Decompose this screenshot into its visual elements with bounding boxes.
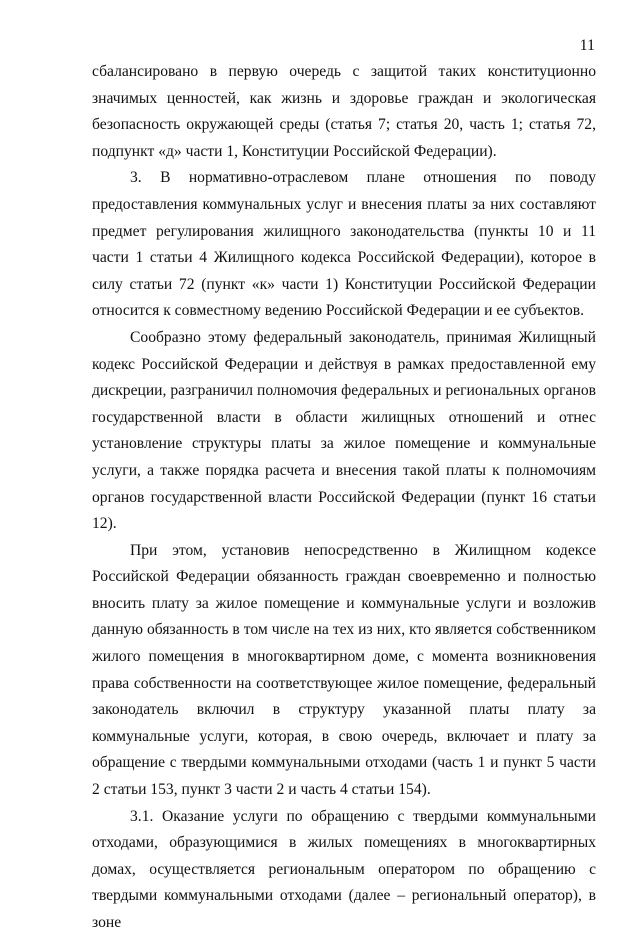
- paragraph-federal-legislator: Сообразно этому федеральный законодатель, принимая Жилищный кодекс Российской Федерации и действуя в рамках предоставленной ему дискреции, разграничил полномочия федеральных и региональных органов государственной власти в области жилищных отношений и отнес установление структуры платы за жилое помещение и коммунальные услуги, а также порядка расчета и внесения такой платы к полномочиям органов государственной власти Российской Федерации (пункт 16 статьи 12).: [92, 328, 596, 533]
- paragraph-section-3-1: 3.1. Оказание услуги по обращению с твердыми коммунальными отходами, образующимися в жилых помещениях в многоквартирных домах, осуществляется региональным оператором по обращению с твердыми коммунальными отходами (далее – региональный оператор), в зоне: [92, 807, 596, 931]
- page-number: 11: [579, 37, 595, 54]
- paragraph-continuation: сбалансировано в первую очередь с защитой таких конституционно значимых ценностей, как жизнь и здоровье граждан и экологическая безопасность окружающей среды (статья 7; статья 20, часть 1; статья 72, подпункт «д» части 1, Конституции Российской Федерации).: [92, 63, 596, 160]
- document-body: [92, 59, 596, 937]
- paragraph-housing-code: При этом, установив непосредственно в Жилищном кодексе Российской Федерации обязанность граждан своевременно и полностью вносить плату за жилое помещение и коммунальные услуги и возложив данную обязанность в том числе на тех из них, кто является собственником жилого помещения в многоквартирном доме, с момента возникновения права собственности на соответствующее жилое помещение, федеральный законодатель включил в структуру указанной платы плату за коммунальные услуги, которая, в свою очередь, включает и плату за обращение с твердыми коммунальными отходами (часть 1 и пункт 5 части 2 статьи 153, пункт 3 части 2 и часть 4 статьи 154).: [92, 541, 596, 799]
- paragraph-section-3: 3. В нормативно-отраслевом плане отношения по поводу предоставления коммунальных услуг и внесения платы за них составляют предмет регулирования жилищного законодательства (пункты 10 и 11 части 1 статьи 4 Жилищного кодекса Российской Федерации), которое в силу статьи 72 (пункт «к» части 1) Конституции Российской Федерации относится к совместному ведению Российской Федерации и ее субъектов.: [92, 169, 596, 320]
